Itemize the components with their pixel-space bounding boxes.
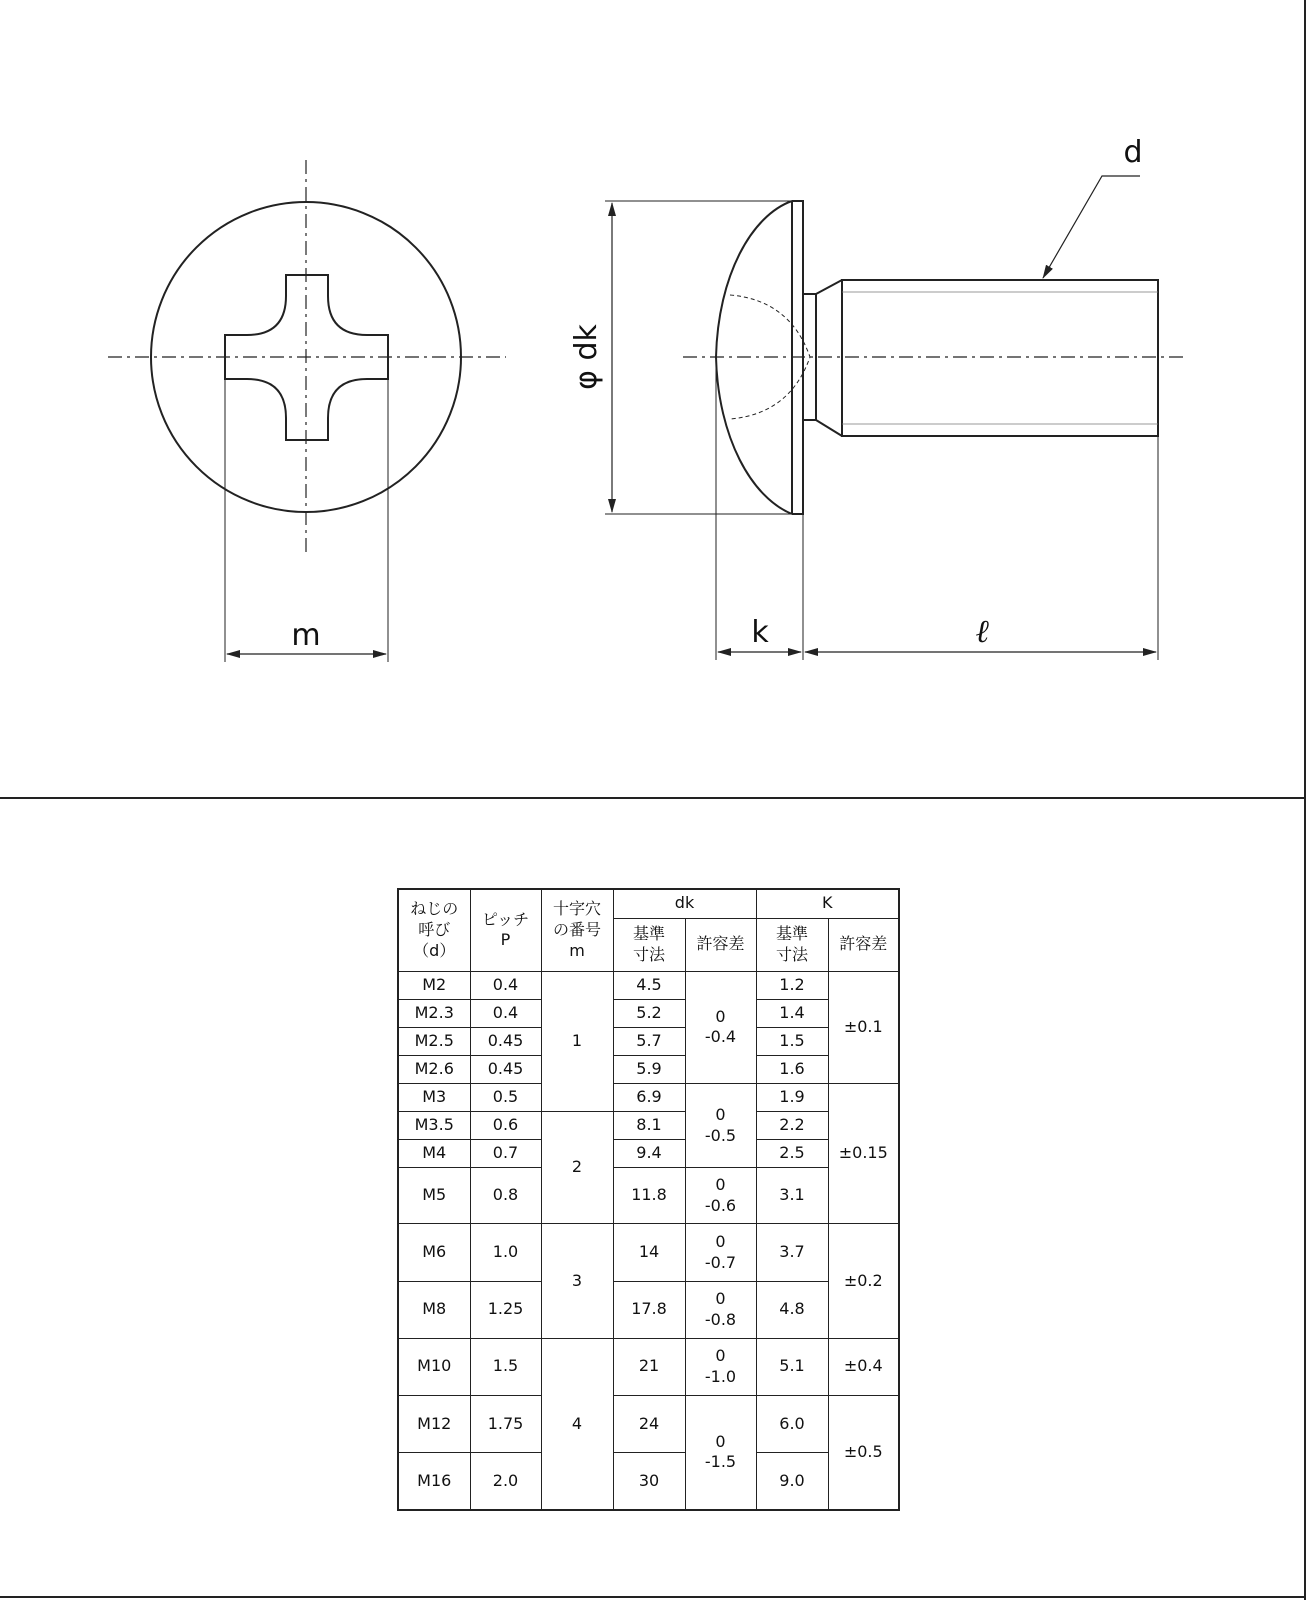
- cell-k: 1.2: [756, 971, 828, 999]
- head-dome: [716, 201, 792, 514]
- table-row: [398, 1168, 899, 1224]
- screw-shank: [842, 280, 1158, 436]
- cell-dk: 24: [613, 1395, 685, 1452]
- leader-line-d: [1043, 176, 1140, 278]
- cell-k: 2.5: [756, 1140, 828, 1168]
- table-row: [398, 1084, 899, 1112]
- cell-thread: M2: [398, 971, 470, 999]
- cell-k-tolerance: ±0.4: [828, 1338, 899, 1395]
- cell-thread: M12: [398, 1395, 470, 1452]
- cell-dk: 14: [613, 1224, 685, 1281]
- table-row: [398, 1395, 899, 1452]
- cell-k: 1.6: [756, 1055, 828, 1083]
- cell-dk: 5.2: [613, 999, 685, 1027]
- cell-dk: 8.1: [613, 1112, 685, 1140]
- table-row: [398, 1338, 899, 1395]
- cell-pitch: 1.5: [470, 1338, 541, 1395]
- header-k: K: [756, 889, 899, 918]
- cell-thread: M2.5: [398, 1027, 470, 1055]
- cell-thread: M10: [398, 1338, 470, 1395]
- cell-cross-recess: 2: [541, 1112, 613, 1224]
- cell-dk: 21: [613, 1338, 685, 1395]
- cell-k: 3.1: [756, 1168, 828, 1224]
- header-k-tolerance: 許容差: [828, 918, 899, 971]
- label-d: d: [1123, 135, 1143, 170]
- cell-thread: M2.3: [398, 999, 470, 1027]
- cell-k: 3.7: [756, 1224, 828, 1281]
- cell-dk-tolerance: 0 -0.6: [685, 1168, 756, 1224]
- cell-thread: M4: [398, 1140, 470, 1168]
- cell-thread: M8: [398, 1281, 470, 1338]
- cell-thread: M16: [398, 1453, 470, 1510]
- table-row: [398, 1112, 899, 1140]
- cell-k-tolerance: ±0.1: [828, 971, 899, 1083]
- cell-pitch: 0.8: [470, 1168, 541, 1224]
- divider-line: [0, 797, 1306, 799]
- header-dk-nominal: 基準 寸法: [613, 918, 685, 971]
- header-thread-size: ねじの 呼び （d）: [398, 889, 470, 971]
- cell-thread: M3.5: [398, 1112, 470, 1140]
- cell-k: 1.9: [756, 1084, 828, 1112]
- cell-pitch: 0.4: [470, 971, 541, 999]
- cell-pitch: 0.5: [470, 1084, 541, 1112]
- cell-dk: 9.4: [613, 1140, 685, 1168]
- dimension-spec-table: [397, 888, 900, 1511]
- cell-cross-recess: 3: [541, 1224, 613, 1338]
- cell-cross-recess: 4: [541, 1338, 613, 1510]
- cell-k-tolerance: ±0.15: [828, 1084, 899, 1224]
- table-row: [398, 1281, 899, 1338]
- cell-k: 1.5: [756, 1027, 828, 1055]
- label-dk: φ dk: [569, 324, 604, 390]
- table-row: [398, 1027, 899, 1055]
- header-k-nominal: 基準 寸法: [756, 918, 828, 971]
- table-row: [398, 1140, 899, 1168]
- cell-pitch: 1.25: [470, 1281, 541, 1338]
- label-k: k: [751, 615, 769, 650]
- table-row: [398, 1453, 899, 1510]
- head-front-view: [108, 160, 506, 662]
- cell-pitch: 0.45: [470, 1027, 541, 1055]
- bottom-border-line: [0, 1596, 1306, 1598]
- screw-side-view: [605, 176, 1186, 660]
- cell-k: 4.8: [756, 1281, 828, 1338]
- cell-pitch: 0.45: [470, 1055, 541, 1083]
- cell-dk: 6.9: [613, 1084, 685, 1112]
- table-row: [398, 999, 899, 1027]
- table-row: [398, 971, 899, 999]
- table-row: [398, 1055, 899, 1083]
- cell-thread: M2.6: [398, 1055, 470, 1083]
- cell-pitch: 2.0: [470, 1453, 541, 1510]
- cell-dk-tolerance: 0 -0.7: [685, 1224, 756, 1281]
- cell-dk-tolerance: 0 -0.4: [685, 971, 756, 1083]
- cell-dk-tolerance: 0 -0.8: [685, 1281, 756, 1338]
- table-row: [398, 1224, 899, 1281]
- cell-k: 6.0: [756, 1395, 828, 1452]
- header-pitch: ピッチ P: [470, 889, 541, 971]
- cell-k-tolerance: ±0.2: [828, 1224, 899, 1338]
- header-dk: dk: [613, 889, 756, 918]
- cell-k: 2.2: [756, 1112, 828, 1140]
- cell-dk-tolerance: 0 -1.0: [685, 1338, 756, 1395]
- cell-k: 9.0: [756, 1453, 828, 1510]
- cell-dk-tolerance: 0 -0.5: [685, 1084, 756, 1168]
- cell-dk: 30: [613, 1453, 685, 1510]
- cell-pitch: 0.7: [470, 1140, 541, 1168]
- cell-k: 1.4: [756, 999, 828, 1027]
- label-m: m: [291, 618, 321, 653]
- cell-thread: M6: [398, 1224, 470, 1281]
- cell-k: 5.1: [756, 1338, 828, 1395]
- cell-pitch: 1.75: [470, 1395, 541, 1452]
- cell-dk: 11.8: [613, 1168, 685, 1224]
- header-dk-tolerance: 許容差: [685, 918, 756, 971]
- label-l: ℓ: [975, 612, 989, 650]
- cell-dk: 5.7: [613, 1027, 685, 1055]
- cell-dk: 4.5: [613, 971, 685, 999]
- cell-k-tolerance: ±0.5: [828, 1395, 899, 1510]
- cell-dk: 17.8: [613, 1281, 685, 1338]
- cell-thread: M5: [398, 1168, 470, 1224]
- cell-pitch: 1.0: [470, 1224, 541, 1281]
- cell-dk: 5.9: [613, 1055, 685, 1083]
- header-cross-recess: 十字穴 の番号 m: [541, 889, 613, 971]
- cell-dk-tolerance: 0 -1.5: [685, 1395, 756, 1510]
- cell-pitch: 0.6: [470, 1112, 541, 1140]
- cell-pitch: 0.4: [470, 999, 541, 1027]
- cell-thread: M3: [398, 1084, 470, 1112]
- neck-taper: [816, 280, 842, 436]
- cell-cross-recess: 1: [541, 971, 613, 1111]
